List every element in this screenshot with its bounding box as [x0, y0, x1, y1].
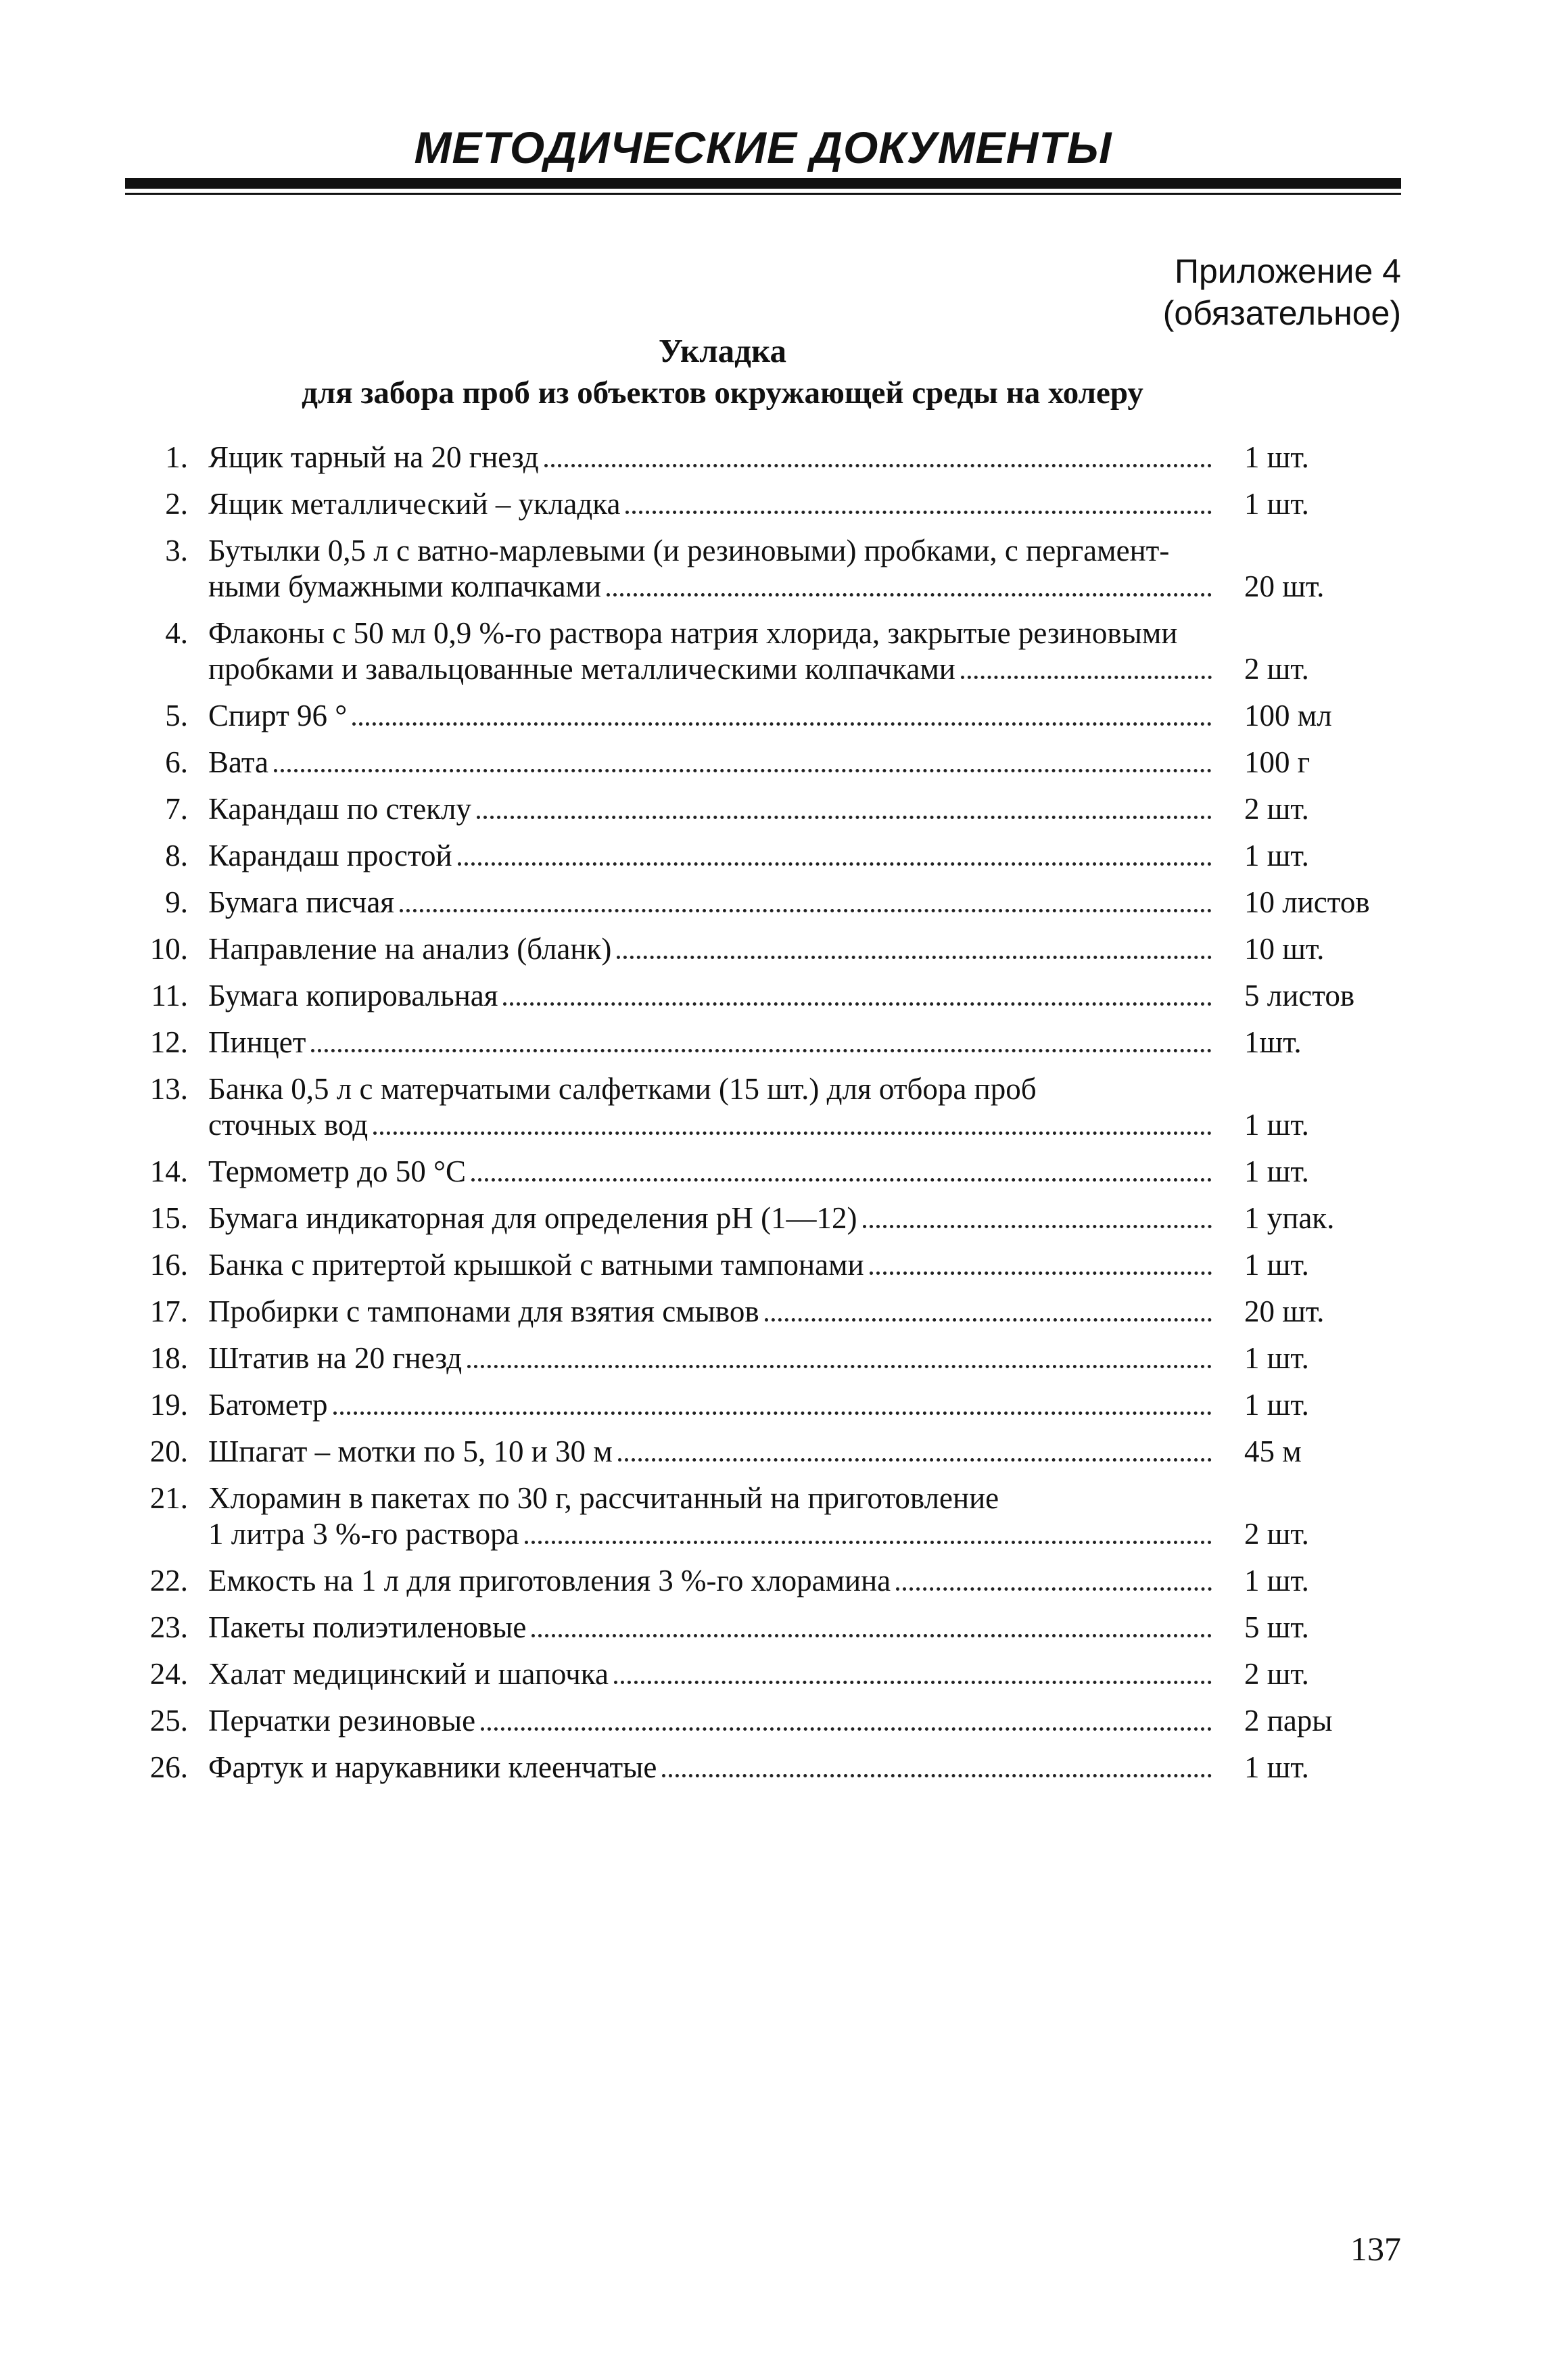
list-item [128, 1434, 1413, 1470]
item-text: ными бумажными колпачками [208, 569, 602, 603]
header-rule-thin [125, 193, 1401, 195]
item-quantity: 1 шт. [1244, 440, 1309, 474]
item-number: 10. [149, 932, 188, 966]
item-quantity: 2 шт. [1244, 1517, 1309, 1551]
dot-leader [333, 1411, 1212, 1415]
list-item [128, 1656, 1413, 1692]
list-item [128, 1610, 1413, 1646]
item-text: Банка с притертой крышкой с ватными тампонами [208, 1248, 864, 1282]
item-quantity: 1 шт. [1244, 1750, 1309, 1784]
item-number: 1. [165, 440, 188, 474]
item-description [208, 1480, 1216, 1552]
dot-leader [863, 1225, 1212, 1228]
item-description [208, 486, 1216, 522]
item-quantity: 1 шт. [1244, 1154, 1309, 1188]
item-description [208, 1025, 1216, 1060]
item-description [208, 533, 1216, 605]
item-quantity: 5 листов [1244, 979, 1355, 1012]
dot-leader [614, 1681, 1212, 1684]
item-text-first-line: Бутылки 0,5 л с ватно-марлевыми (и резиновыми) пробками, с пергамент- [208, 534, 1170, 567]
item-quantity: 20 шт. [1244, 1294, 1325, 1328]
title-main: Укладка [659, 332, 786, 369]
appendix-status: (обязательное) [1162, 294, 1401, 332]
item-text: Вата [208, 745, 269, 779]
running-header: МЕТОДИЧЕСКИЕ ДОКУМЕНТЫ [414, 122, 1112, 172]
item-description [208, 931, 1216, 967]
dot-leader [544, 464, 1212, 467]
list-item [128, 745, 1413, 780]
dot-leader [617, 956, 1212, 959]
dot-leader [662, 1774, 1212, 1777]
item-quantity: 1 шт. [1244, 1388, 1309, 1422]
list-item [128, 931, 1413, 967]
list-item [128, 486, 1413, 522]
item-quantity: 10 листов [1244, 885, 1370, 919]
item-description [208, 885, 1216, 920]
appendix-label [1163, 250, 1401, 334]
dot-leader [467, 1365, 1212, 1368]
item-description [208, 1703, 1216, 1739]
list-item [128, 1294, 1413, 1330]
item-description [208, 698, 1216, 734]
item-number: 26. [149, 1750, 188, 1784]
item-quantity: 2 пары [1244, 1704, 1333, 1737]
item-text: 1 литра 3 %-го раствора [208, 1517, 519, 1551]
item-quantity: 1 упак. [1244, 1201, 1335, 1235]
item-description [208, 1656, 1216, 1692]
item-description [208, 1247, 1216, 1283]
dot-leader [618, 1458, 1212, 1462]
list-item [128, 1563, 1413, 1599]
item-number: 23. [149, 1610, 188, 1644]
item-number: 20. [149, 1434, 188, 1468]
item-number: 7. [165, 792, 188, 826]
item-text: Пинцет [208, 1025, 306, 1059]
item-description [208, 1340, 1216, 1376]
list-item [128, 440, 1413, 475]
dot-leader [765, 1318, 1212, 1322]
dot-leader [607, 593, 1212, 597]
item-description [208, 1750, 1216, 1786]
dot-leader [503, 1002, 1212, 1006]
list-item [128, 1247, 1413, 1283]
item-quantity: 1 шт. [1244, 487, 1309, 521]
header-rule-thick [125, 178, 1401, 189]
item-number: 12. [149, 1025, 188, 1059]
item-description [208, 440, 1216, 475]
item-text: Направление на анализ (бланк) [208, 932, 612, 966]
list-item [128, 1387, 1413, 1423]
item-number: 16. [149, 1248, 188, 1282]
item-number: 11. [151, 979, 188, 1012]
item-text: Батометр [208, 1388, 328, 1422]
item-number: 4. [165, 616, 188, 650]
item-quantity: 1 шт. [1244, 839, 1309, 872]
dot-leader [525, 1541, 1212, 1544]
appendix-number: Приложение 4 [1175, 252, 1401, 290]
item-text: Халат медицинский и шапочка [208, 1657, 609, 1691]
item-text: Карандаш по стеклу [208, 792, 471, 826]
item-quantity: 10 шт. [1244, 932, 1325, 966]
item-text-first-line: Банка 0,5 л с матерчатыми салфетками (15 шт.) для отбора проб [208, 1072, 1037, 1106]
list-item [128, 1200, 1413, 1236]
item-text: Спирт 96 ° [208, 699, 348, 732]
item-number: 18. [149, 1341, 188, 1375]
item-text: сточных вод [208, 1108, 369, 1142]
item-number: 15. [149, 1201, 188, 1235]
item-number: 22. [149, 1564, 188, 1597]
item-quantity: 2 шт. [1244, 1657, 1309, 1691]
item-number: 17. [149, 1294, 188, 1328]
dot-leader [896, 1587, 1212, 1591]
item-quantity: 100 мл [1244, 699, 1332, 732]
item-quantity: 45 м [1244, 1434, 1302, 1468]
item-text-first-line: Хлорамин в пакетах по 30 г, рассчитанный на приготовление [208, 1481, 999, 1515]
document-title [125, 330, 1401, 414]
list-item [128, 615, 1413, 687]
item-text: Пробирки с тампонами для взятия смывов [208, 1294, 759, 1328]
list-item [128, 1154, 1413, 1190]
item-quantity: 100 г [1244, 745, 1310, 779]
item-text: Ящик металлический – укладка [208, 487, 621, 521]
item-description [208, 1610, 1216, 1646]
item-text: Штатив на 20 гнезд [208, 1341, 463, 1375]
item-text: Карандаш простой [208, 839, 452, 872]
item-description [208, 838, 1216, 874]
dot-leader [400, 909, 1212, 912]
item-text: Термометр до 50 °С [208, 1154, 467, 1188]
item-description [208, 615, 1216, 687]
item-number: 24. [149, 1657, 188, 1691]
list-item [128, 1480, 1413, 1552]
item-number: 3. [165, 534, 188, 567]
item-text: Фартук и нарукавники клеенчатые [208, 1750, 657, 1784]
list-item [128, 978, 1413, 1014]
item-number: 14. [149, 1154, 188, 1188]
dot-leader [481, 1727, 1212, 1731]
list-item [128, 838, 1413, 874]
items-list [128, 440, 1413, 1796]
item-number: 25. [149, 1704, 188, 1737]
dot-leader [471, 1178, 1212, 1182]
list-item [128, 1340, 1413, 1376]
item-description [208, 1154, 1216, 1190]
list-item [128, 885, 1413, 920]
title-subtitle: для забора проб из объектов окружающей среды на холеру [302, 375, 1143, 411]
item-text: Бумага писчая [208, 885, 394, 919]
item-description [208, 1387, 1216, 1423]
dot-leader [352, 722, 1212, 726]
item-quantity: 1шт. [1244, 1025, 1302, 1059]
dot-leader [311, 1049, 1212, 1052]
dot-leader [870, 1271, 1212, 1275]
list-item [128, 1025, 1413, 1060]
item-text-first-line: Флаконы с 50 мл 0,9 %-го раствора натрия хлорида, закрытые резиновыми [208, 616, 1178, 650]
dot-leader [625, 511, 1212, 514]
item-quantity: 1 шт. [1244, 1108, 1309, 1142]
dot-leader [961, 676, 1212, 679]
list-item [128, 1750, 1413, 1786]
item-number: 21. [149, 1481, 188, 1515]
item-description [208, 1434, 1216, 1470]
dot-leader [477, 816, 1212, 819]
item-description [208, 1200, 1216, 1236]
item-description [208, 745, 1216, 780]
item-quantity: 5 шт. [1244, 1610, 1309, 1644]
item-number: 19. [149, 1388, 188, 1422]
item-text: Пакеты полиэтиленовые [208, 1610, 527, 1644]
list-item [128, 1071, 1413, 1143]
page-number: 137 [1350, 2230, 1401, 2268]
item-quantity: 1 шт. [1244, 1564, 1309, 1597]
item-description [208, 1071, 1216, 1143]
item-text: пробками и завальцованные металлическими колпачками [208, 652, 955, 686]
item-quantity: 2 шт. [1244, 792, 1309, 826]
dot-leader [373, 1131, 1212, 1135]
item-description [208, 1294, 1216, 1330]
list-item [128, 698, 1413, 734]
item-quantity: 1 шт. [1244, 1248, 1309, 1282]
item-number: 6. [165, 745, 188, 779]
item-number: 2. [165, 487, 188, 521]
item-quantity: 2 шт. [1244, 652, 1309, 686]
item-quantity: 1 шт. [1244, 1341, 1309, 1375]
item-number: 8. [165, 839, 188, 872]
item-text: Шпагат – мотки по 5, 10 и 30 м [208, 1434, 613, 1468]
list-item [128, 1703, 1413, 1739]
dot-leader [458, 862, 1212, 866]
dot-leader [274, 769, 1212, 772]
item-text: Ящик тарный на 20 гнезд [208, 440, 539, 474]
list-item [128, 533, 1413, 605]
item-text: Перчатки резиновые [208, 1704, 476, 1737]
item-number: 5. [165, 699, 188, 732]
dot-leader [531, 1634, 1212, 1637]
item-text: Емкость на 1 л для приготовления 3 %-го хлорамина [208, 1564, 891, 1597]
item-number: 9. [165, 885, 188, 919]
item-description [208, 978, 1216, 1014]
item-description [208, 791, 1216, 827]
item-description [208, 1563, 1216, 1599]
item-number: 13. [149, 1072, 188, 1106]
item-text: Бумага копировальная [208, 979, 498, 1012]
item-text: Бумага индикаторная для определения рН (1—12) [208, 1201, 857, 1235]
item-quantity: 20 шт. [1244, 569, 1325, 603]
list-item [128, 791, 1413, 827]
